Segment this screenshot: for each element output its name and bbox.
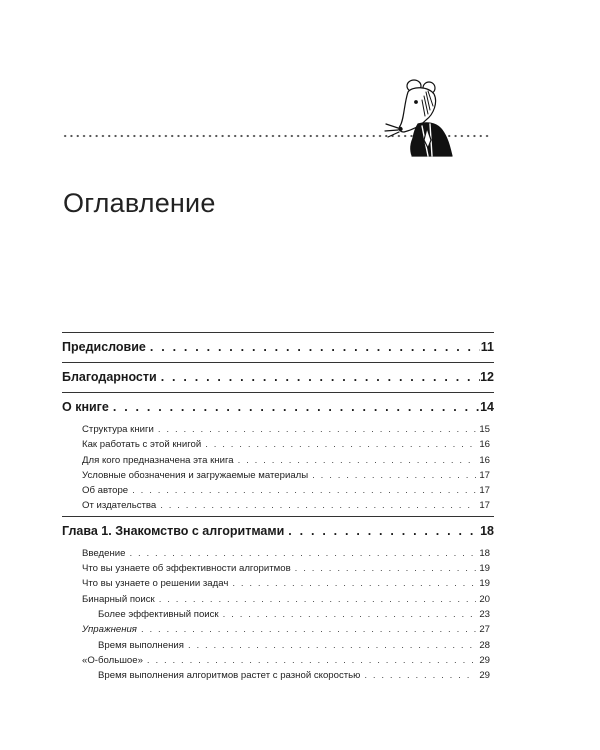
toc-entry-label: Введение: [82, 547, 126, 559]
page-title: Оглавление: [63, 188, 216, 218]
toc-section-entry[interactable]: [62, 546, 494, 561]
toc-entry-label: Бинарный поиск: [82, 593, 155, 605]
toc-page-number: 16: [479, 454, 490, 466]
toc-section-entry[interactable]: [62, 607, 494, 622]
toc-entry-label: Что вы узнаете об эффективности алгоритмов: [82, 563, 291, 575]
rat-mascot-icon: [382, 74, 462, 158]
dot-leader: [125, 546, 476, 561]
toc-entry-label: Глава 1. Знакомство с алгоритмами: [62, 523, 285, 538]
toc-entry-label: Об авторе: [82, 485, 129, 497]
dot-leader: [146, 333, 480, 362]
toc-section-entry[interactable]: [62, 498, 494, 513]
toc-page-number: 27: [479, 624, 490, 636]
dot-leader: [201, 437, 476, 452]
dot-leader: [360, 668, 476, 683]
toc-page-number: 17: [479, 500, 490, 512]
dot-leader: [219, 607, 476, 622]
dot-leader: [234, 453, 476, 468]
table-of-contents: [62, 332, 494, 685]
dot-leader: [143, 653, 476, 668]
toc-section-entry[interactable]: [62, 622, 494, 637]
dot-leader: [228, 576, 476, 591]
dot-leader: [184, 638, 476, 653]
toc-entry-label: Время выполнения алгоритмов растет с разной скоростью: [98, 670, 361, 682]
toc-section-entry[interactable]: [62, 576, 494, 591]
toc-chapter-entry[interactable]: [62, 333, 494, 362]
toc-page-number: 17: [479, 485, 490, 497]
dot-leader: [155, 592, 476, 607]
toc-entry-label: Время выполнения: [98, 639, 184, 651]
toc-section-entry[interactable]: [62, 561, 494, 576]
dot-leader: [157, 363, 480, 392]
toc-section-entry[interactable]: [62, 437, 494, 452]
toc-section-entry[interactable]: [62, 653, 494, 668]
toc-page-number: 18: [479, 547, 490, 559]
toc-page-number: 18: [480, 523, 494, 538]
toc-page-number: 17: [479, 469, 490, 481]
dot-leader: [291, 561, 476, 576]
dot-leader: [137, 622, 476, 637]
toc-page-number: 19: [479, 578, 490, 590]
toc-page-number: 15: [479, 424, 490, 435]
toc-page-number: 12: [480, 370, 494, 384]
toc-entry-label: Для кого предназначена эта книга: [82, 454, 234, 466]
toc-entry-label: Что вы узнаете о решении задач: [82, 578, 229, 590]
toc-entry-label: Упражнения: [82, 624, 137, 636]
toc-page-number: 14: [480, 400, 494, 414]
toc-page-number: 19: [479, 563, 490, 575]
toc-entry-label: Структура книги: [82, 424, 154, 435]
toc-page-number: 28: [479, 639, 490, 651]
dot-leader: [109, 393, 480, 422]
toc-chapter-entry[interactable]: [62, 517, 494, 546]
toc-page-number: 20: [479, 593, 490, 605]
toc-entry-label: «О-большое»: [82, 654, 143, 666]
toc-page-number: 11: [480, 340, 494, 354]
toc-entry-label: От издательства: [82, 500, 157, 512]
dot-leader: [128, 483, 476, 498]
toc-chapter-entry[interactable]: [62, 363, 494, 392]
toc-entry-label: О книге: [62, 400, 109, 414]
toc-section-entry[interactable]: [62, 483, 494, 498]
toc-chapter-entry[interactable]: [62, 393, 494, 422]
toc-section-entry[interactable]: [62, 453, 494, 468]
toc-section-entry[interactable]: [62, 468, 494, 483]
toc-section-entry[interactable]: [62, 668, 494, 683]
toc-entry-label: Как работать с этой книгой: [82, 439, 202, 451]
dot-leader: [156, 498, 476, 513]
toc-page-number: 23: [479, 608, 490, 620]
toc-entry-label: Более эффективный поиск: [98, 608, 219, 620]
dot-leader: [154, 422, 476, 437]
toc-entry-label: Условные обозначения и загружаемые материалы: [82, 469, 309, 481]
toc-section-entry[interactable]: [62, 592, 494, 607]
toc-page-number: 16: [479, 439, 490, 451]
toc-section-entry[interactable]: [62, 422, 494, 437]
toc-entry-label: Предисловие: [62, 340, 146, 354]
toc-entry-label: Благодарности: [62, 370, 157, 384]
toc-section-entry[interactable]: [62, 638, 494, 653]
toc-page-number: 29: [479, 654, 490, 666]
dot-leader: [308, 468, 476, 483]
dot-leader: [284, 517, 480, 546]
toc-page-number: 29: [479, 670, 490, 682]
